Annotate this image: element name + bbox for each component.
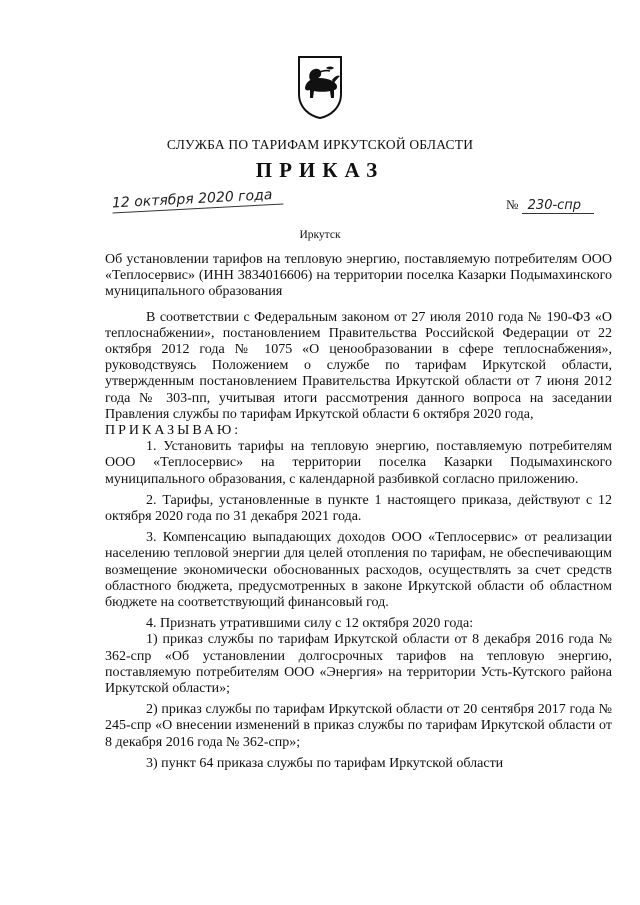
order-item-3: 3. Компенсацию выпадающих доходов ООО «Теплосервис» от реализации населению тепловой энергии для целей отопления по тарифам, не обеспечивающим возмещение экономически обоснованных расходов, осуществлять за счет средств областного бюджета, предусмотренных в законе Иркутской области об областном бюджете на соответствующий финансовый год. [105, 530, 612, 611]
document-number [506, 197, 594, 214]
preamble-paragraph: В соответствии с Федеральным законом от 27 июля 2010 года № 190-ФЗ «О теплоснабжении», постановлением Правительства Российской Федерации от 22 октября 2012 года № 1075 «О ценообразовании в сфере теплоснабжения», руководствуясь Положением о службе по тарифам Иркутской области, утвержденным постановлением Правительства Иркутской области от 7 июня 2012 года № 303-пп, учитывая итоги рассмотрения данного вопроса на заседании Правления службы по тарифам Иркутской области 6 октября 2020 года, [105, 309, 612, 422]
handwritten-number: 230-спр [522, 198, 594, 214]
order-subitem-2: 2) приказ службы по тарифам Иркутской области от 20 сентября 2017 года № 245-спр «О внесении изменений в приказ службы по тарифам Иркутской области от 8 декабря 2016 года № 362-спр»; [105, 702, 612, 750]
order-word: ПРИКАЗЫВАЮ: [105, 423, 242, 439]
handwritten-date: 12 октября 2020 года [112, 187, 283, 214]
order-subject: Об установлении тарифов на тепловую энергию, поставляемую потребителям ООО «Теплосервис» (ИНН 3834016606) на территории поселка Казарки Подымахинского муниципального образования [105, 252, 612, 300]
order-subitem-3: 3) пункт 64 приказа службы по тарифам Иркутской области [146, 755, 504, 771]
coat-of-arms-emblem [296, 54, 344, 120]
organization-name: СЛУЖБА ПО ТАРИФАМ ИРКУТСКОЙ ОБЛАСТИ [166, 137, 474, 152]
order-item-1: 1. Установить тарифы на тепловую энергию, поставляемую потребителям ООО «Теплосервис» на территории поселка Казарки Подымахинского муниципального образования, с календарной разбивкой согласно приложению. [105, 439, 612, 487]
document-body [105, 252, 612, 772]
city-name: Иркутск [299, 229, 341, 241]
order-item-2: 2. Тарифы, установленные в пункте 1 настоящего приказа, действуют с 12 октября 2020 года по 31 декабря 2021 года. [105, 492, 612, 525]
order-subitem-1: 1) приказ службы по тарифам Иркутской области от 8 декабря 2016 года № 362-спр «Об установлении долгосрочных тарифов на тепловую энергию, поставляемую потребителям ООО «Энергия» на территории Усть-Кутского района Иркутской области»; [105, 632, 612, 697]
order-item-4: 4. Признать утратившими силу с 12 октября 2020 года: [146, 616, 474, 632]
document-title: ПРИКАЗ [255, 158, 385, 182]
number-sign: № [506, 197, 519, 212]
